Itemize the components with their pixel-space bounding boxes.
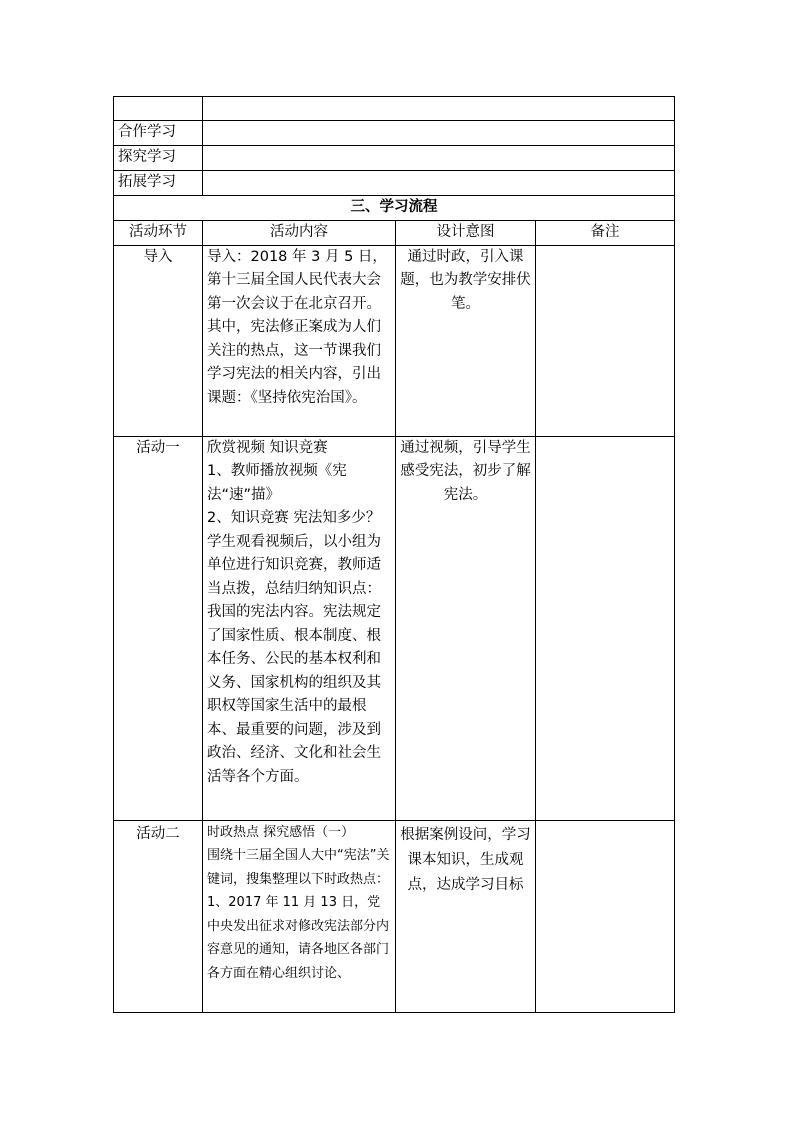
header-note: 备注 <box>536 220 675 245</box>
note-cell <box>536 820 675 1012</box>
content-cell <box>203 820 396 1012</box>
content-paragraph: 导入：2018 年 3 月 5 日，第十三届全国人民代表大会第一次会议于在北京召开。其中，宪法修正案成为人们关注的热点，这一节课我们学习宪法的相关内容，引出课题：《坚持依宪治国》。 <box>207 248 387 406</box>
row-label-cooperative-learning: 合作学习 <box>114 121 203 146</box>
table-row <box>114 171 675 196</box>
table-row <box>114 146 675 171</box>
table-row <box>114 245 675 436</box>
header-intent: 设计意图 <box>396 220 536 245</box>
note-cell <box>536 245 675 436</box>
table-row <box>114 97 675 121</box>
stage-cell: 导入 <box>114 245 203 436</box>
stage-cell: 活动二 <box>114 820 203 1012</box>
row-value <box>203 171 675 196</box>
content-paragraph: 2、知识竞赛 宪法知多少？学生观看视频后，以小组为单位进行知识竞赛，教师适当点拨，总结归纳知识点：我国的宪法内容。宪法规定了国家性质、根本制度、根本任务、公民的基本权利和义务、国家机构的组织及其职权等国家生活中的最根本、最重要的问题，涉及到政治、经济、文化和社会生活等各个方面。 <box>207 510 381 785</box>
note-cell <box>536 436 675 820</box>
section-title: 三、学习流程 <box>114 196 675 221</box>
content-cell <box>203 245 396 436</box>
header-content: 活动内容 <box>203 220 396 245</box>
row-label-extended-learning: 拓展学习 <box>114 171 203 196</box>
content-paragraph: 1、教师播放视频《宪法“速”描》 <box>207 463 347 503</box>
content-paragraph: 1、2017 年 11 月 13 日，党中央发出征求对修改宪法部分内容意见的通知，请各地区各部门各方面在精心组织讨论、 <box>207 895 390 981</box>
row-label <box>114 97 203 121</box>
section-title-row <box>114 196 675 221</box>
intent-cell: 根据案例设问，学习课本知识，生成观点，达成学习目标 <box>396 820 536 1012</box>
content-paragraph: 时政热点 探究感悟（一） <box>207 824 355 840</box>
intent-cell: 通过视频，引导学生感受宪法，初步了解宪法。 <box>396 436 536 820</box>
row-value <box>203 121 675 146</box>
table-row <box>114 121 675 146</box>
lesson-plan-table <box>113 96 675 1013</box>
content-cell <box>203 436 396 820</box>
intent-cell: 通过时政，引入课题，也为教学安排伏笔。 <box>396 245 536 436</box>
row-label-inquiry-learning: 探究学习 <box>114 146 203 171</box>
content-paragraph: 欣赏视频 知识竞赛 <box>207 439 328 456</box>
table-row <box>114 820 675 1012</box>
row-value <box>203 146 675 171</box>
stage-cell: 活动一 <box>114 436 203 820</box>
header-stage: 活动环节 <box>114 220 203 245</box>
content-paragraph: 围绕十三届全国人大中“宪法”关键词，搜集整理以下时政热点： <box>207 848 390 887</box>
row-value <box>203 97 675 121</box>
header-row <box>114 220 675 245</box>
table-row <box>114 436 675 820</box>
